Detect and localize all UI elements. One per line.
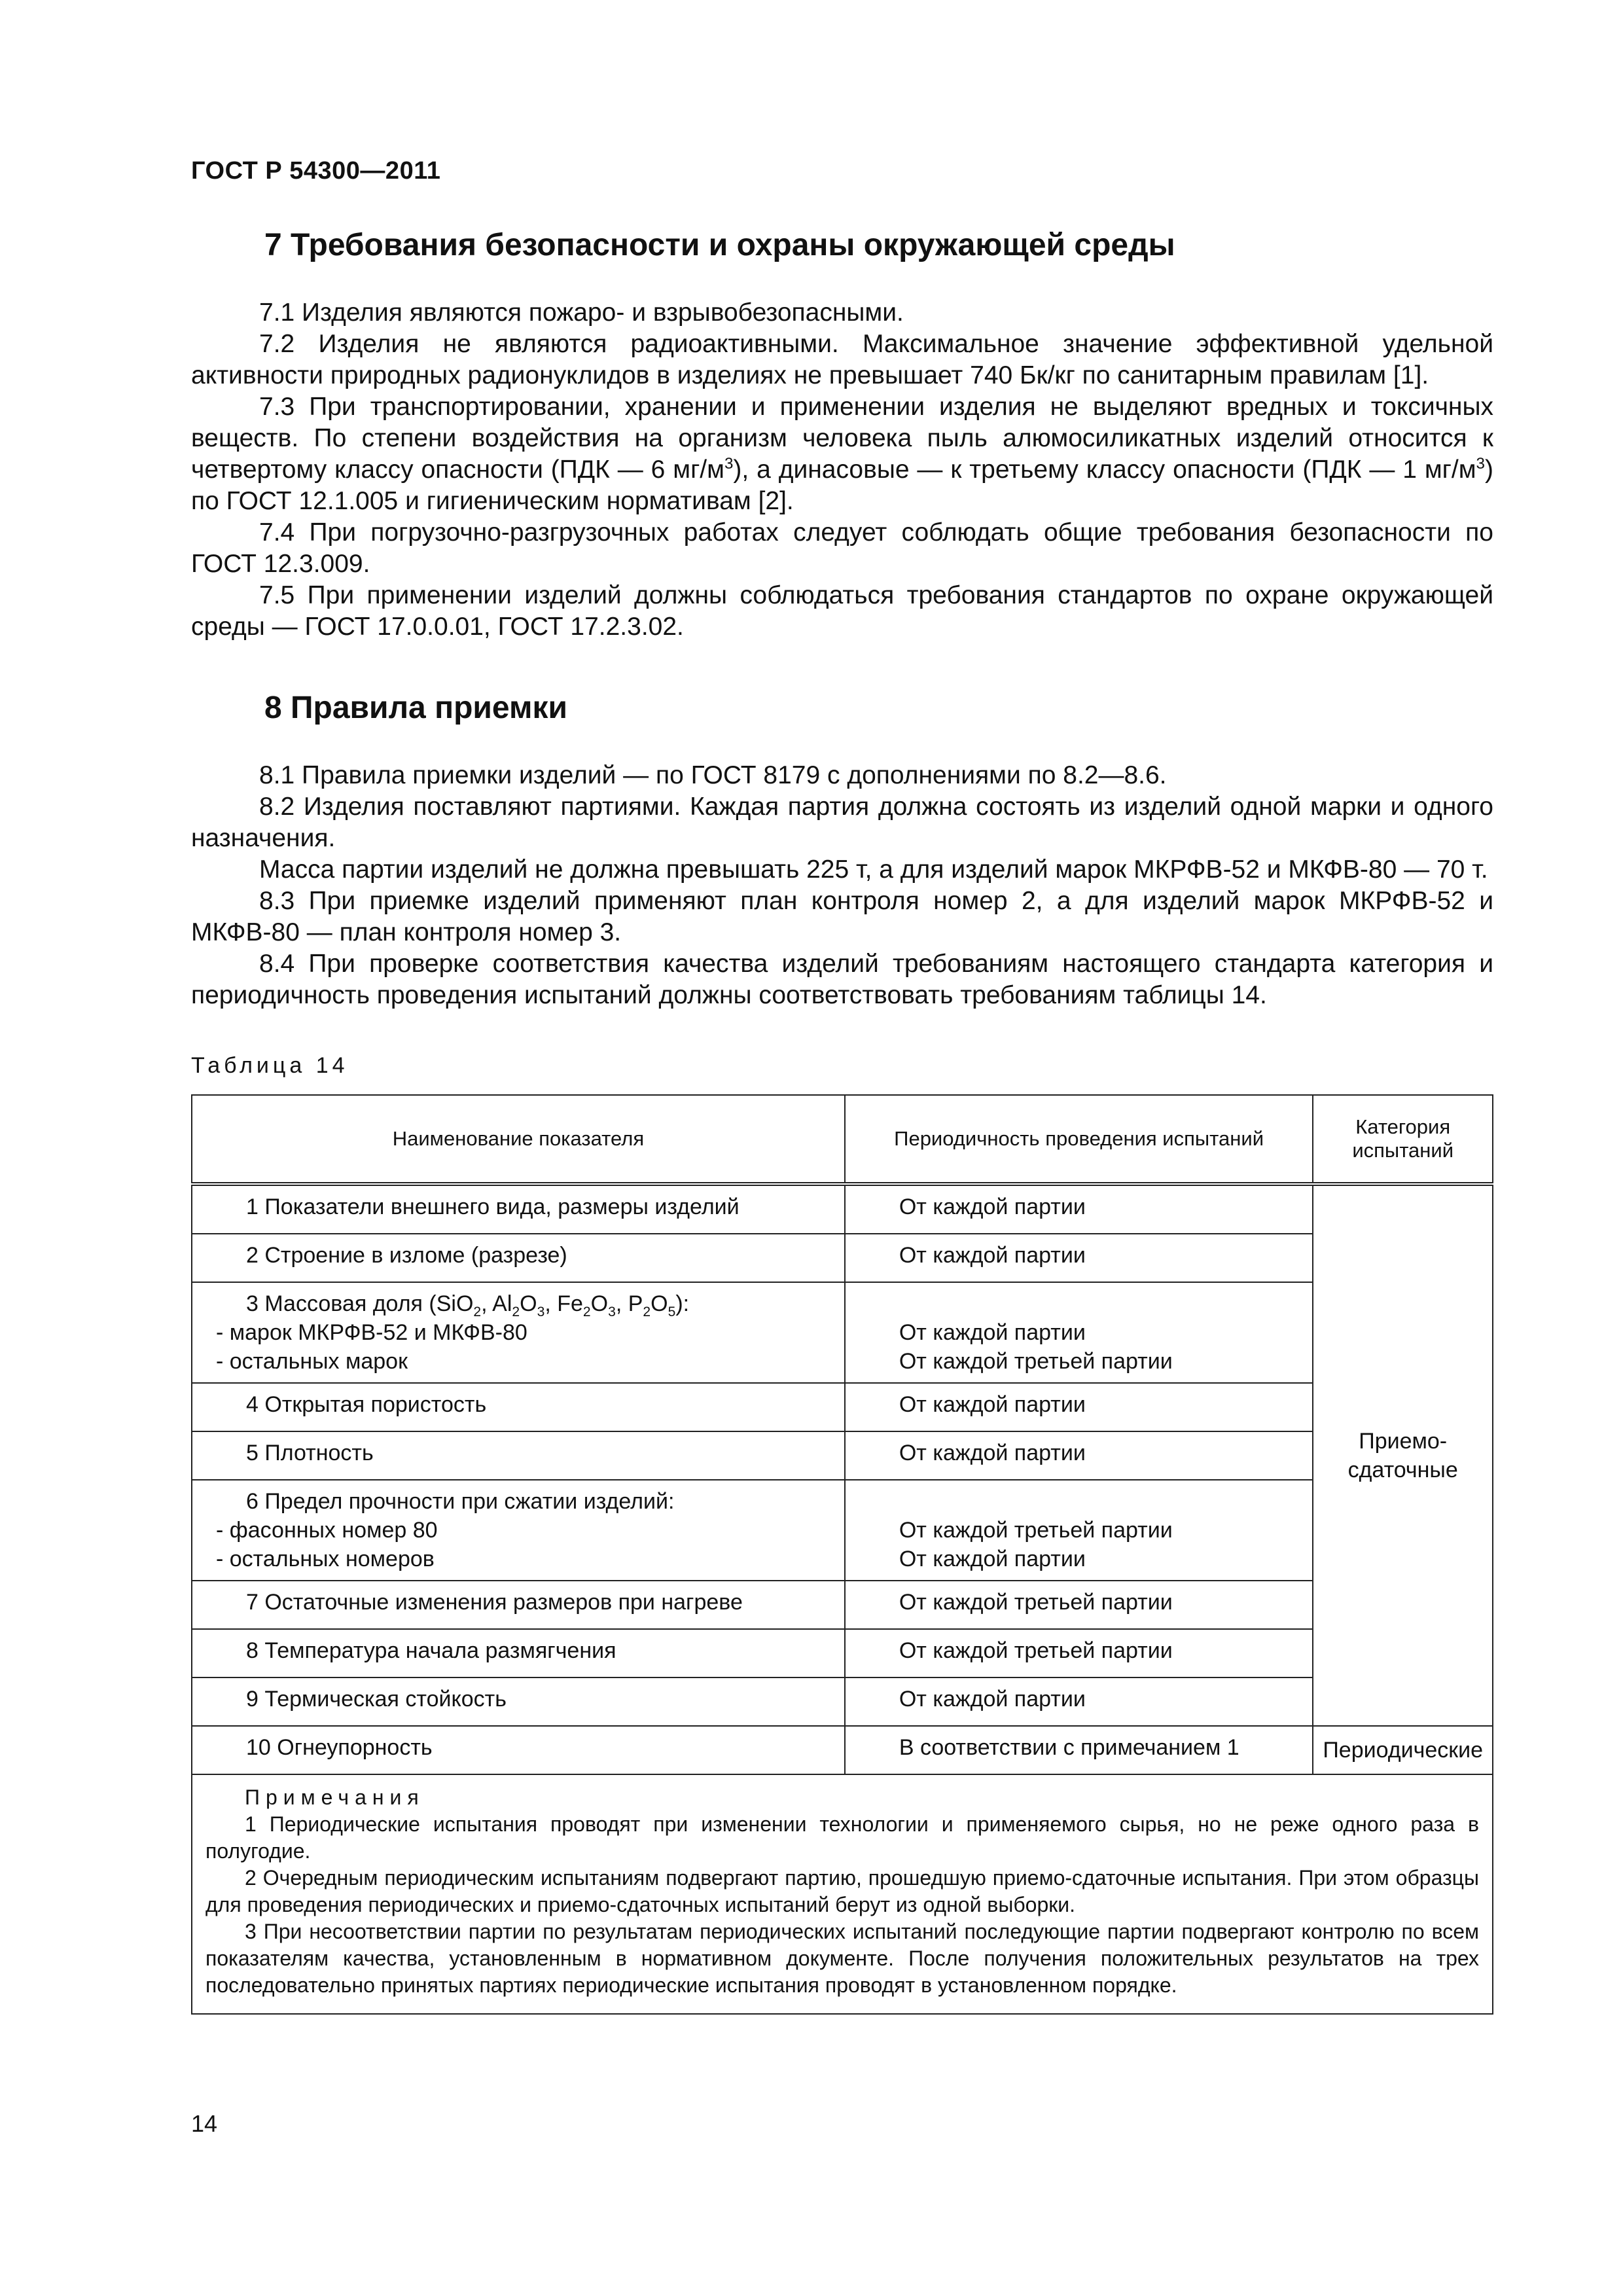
superscript: 3 — [1476, 455, 1485, 473]
para-7-5: 7.5 При применении изделий должны соблюдаться требования стандартов по охране окружающей среды — ГОСТ 17.0.0.01, ГОСТ 17.2.3.02. — [191, 581, 1493, 641]
section-7-title: 7 Требования безопасности и охраны окружающей среды — [264, 228, 1175, 262]
para-7-3: 7.3 При транспортировании, хранении и применении изделия не выделяют вредных и токсичных веществ. По степени воздействия на организм человека пыль алюмосиликатных изделий относится к четвертому классу опасности (ПДК — 6 $мг/м^3$), а динасовые — к третьему классу опасности (ПДК — 1 $мг/м^3$) по ГОСТ 12.1.005 и гигиеническим нормативам [2]. — [191, 393, 1493, 515]
superscript: 3 — [724, 455, 734, 473]
para-7-4: 7.4 При погрузочно-разгрузочных работах следует соблюдать общие требования безопасности по ГОСТ 12.3.009. — [191, 518, 1493, 578]
para-8-2: 8.2 Изделия поставляют партиями. Каждая партия должна состоять из изделий одной марки и одного назначения. — [191, 793, 1493, 852]
table-row — [192, 1677, 1493, 1726]
section-8-body — [191, 760, 1493, 1011]
table-14 — [191, 1094, 1493, 2015]
para-7-2: 7.2 Изделия не являются радиоактивными. Максимальное значение эффективной удельной активности природных радионуклидов в изделиях не превышает 740 Бк/кг по санитарным правилам [1]. — [191, 330, 1493, 389]
page-number: 14 — [191, 2110, 218, 2137]
table-row — [192, 1184, 1493, 1234]
table-row — [192, 1581, 1493, 1629]
cell-period: От каждой партии — [845, 1431, 1313, 1480]
cell-name: 10 Огнеупорность — [192, 1726, 845, 1774]
table-row — [192, 1234, 1493, 1282]
cell-name: 4 Открытая пористость — [192, 1383, 845, 1431]
cell-period: В соответствии с примечанием 1 — [845, 1726, 1313, 1774]
section-8-title: 8 Правила приемки — [264, 691, 568, 725]
cell-period: От каждой партии От каждой третьей партии — [845, 1282, 1313, 1383]
column-header-period: Периодичность проведения испытаний — [845, 1095, 1313, 1184]
table-row — [192, 1480, 1493, 1581]
para-8-2b: Масса партии изделий не должна превышать 225 т, а для изделий марок МКРФВ-52 и МКФВ-80 — 70 т. — [259, 855, 1488, 884]
cell-name: 2 Строение в изломе (разрезе) — [192, 1234, 845, 1282]
cell-name: 9 Термическая стойкость — [192, 1677, 845, 1726]
column-header-name: Наименование показателя — [192, 1095, 845, 1184]
table-row — [192, 1431, 1493, 1480]
note-3: 3 При несоответствии партии по результатам периодических испытаний последующие партии подвергают контролю по всем показателям качества, установленным в нормативном документе. После получения положительных результатов на трех последовательно принятых партиях периодические испытания проводят в установленном порядке. — [205, 1920, 1479, 1997]
cell-category: Периодические — [1313, 1726, 1493, 1774]
table-notes — [192, 1774, 1493, 2014]
cell-name: 6 Предел прочности при сжатии изделий: - фасонных номер 80 - остальных номеров — [192, 1480, 845, 1581]
section-7-body — [191, 297, 1493, 643]
cell-name: 3 Массовая доля (SiO$_2$, $Al_2O_3$, $Fe_2O_3$, $P_2O_5$): - марок МКРФВ-52 и МКФВ-80 - остальных марок — [192, 1282, 845, 1383]
cell-period: От каждой третьей партии — [845, 1581, 1313, 1629]
doc-header: ГОСТ Р 54300—2011 — [191, 157, 441, 185]
document-page — [191, 157, 1493, 2015]
para-7-1: 7.1 Изделия являются пожаро- и взрывобезопасными. — [259, 298, 904, 327]
note-1: 1 Периодические испытания проводят при изменении технологии и применяемого сырья, но не реже одного раза в полугодие. — [205, 1812, 1479, 1863]
table-row — [192, 1282, 1493, 1383]
para-8-1: 8.1 Правила приемки изделий — по ГОСТ 8179 с дополнениями по 8.2—8.6. — [259, 761, 1167, 789]
cell-period: От каждой партии — [845, 1383, 1313, 1431]
cell-name: 1 Показатели внешнего вида, размеры изделий — [192, 1184, 845, 1234]
column-header-category: Категория испытаний — [1313, 1095, 1493, 1184]
table-caption: Таблица 14 — [191, 1053, 349, 1078]
cell-name: 7 Остаточные изменения размеров при нагреве — [192, 1581, 845, 1629]
cell-period: От каждой партии — [845, 1184, 1313, 1234]
para-8-3: 8.3 При приемке изделий применяют план контроля номер 2, а для изделий марок МКРФВ-52 и МКФВ-80 — план контроля номер 3. — [191, 887, 1493, 946]
table-row — [192, 1726, 1493, 1774]
cell-period: От каждой третьей партии — [845, 1629, 1313, 1677]
cell-period: От каждой третьей партии От каждой партии — [845, 1480, 1313, 1581]
note-2: 2 Очередным периодическим испытаниям подвергают партию, прошедшую приемо-сдаточные испытания. При этом образцы для проведения периодических и приемо-сдаточных испытаний берут из одной выборки. — [205, 1866, 1479, 1916]
cell-period: От каждой партии — [845, 1677, 1313, 1726]
table-row — [192, 1383, 1493, 1431]
notes-title: Примечания — [245, 1785, 425, 1809]
table-row — [192, 1629, 1493, 1677]
table-notes-row — [192, 1774, 1493, 2014]
table-header-row — [192, 1095, 1493, 1184]
cell-name: 8 Температура начала размягчения — [192, 1629, 845, 1677]
cell-category-merged: Приемо- сдаточные — [1313, 1184, 1493, 1726]
cell-name: 5 Плотность — [192, 1431, 845, 1480]
cell-period: От каждой партии — [845, 1234, 1313, 1282]
para-8-4: 8.4 При проверке соответствия качества изделий требованиям настоящего стандарта категория и периодичность проведения испытаний должны соответствовать требованиям таблицы 14. — [191, 950, 1493, 1009]
